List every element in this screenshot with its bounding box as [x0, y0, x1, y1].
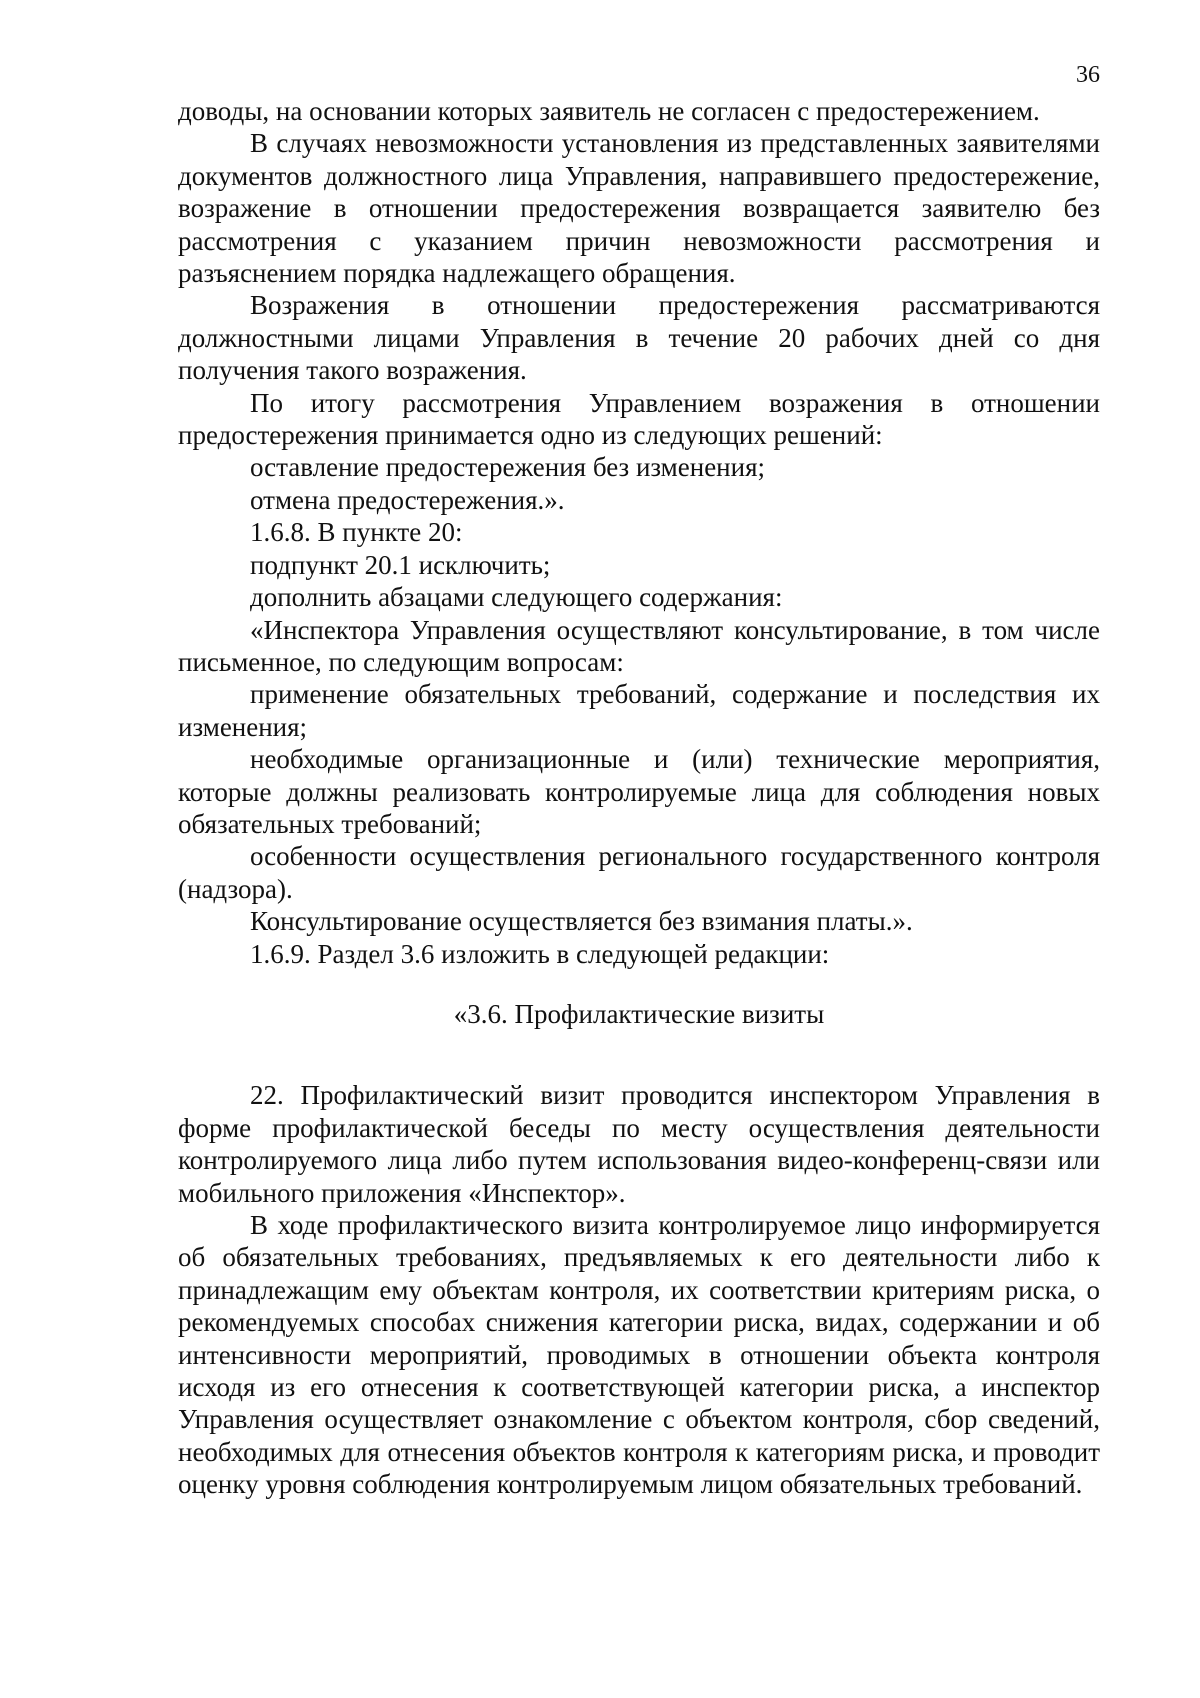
paragraph: Консультирование осуществляется без взимания платы.».	[250, 906, 913, 937]
document-body	[178, 95, 1100, 1501]
paragraph: применение обязательных требований, содержание и последствия их изменения;	[178, 679, 1100, 742]
paragraph: необходимые организационные и (или) технические мероприятия, которые должны реализовать контролируемые лица для соблюдения новых обязательных требований;	[178, 744, 1100, 839]
paragraph: отмена предостережения.».	[250, 484, 565, 515]
paragraph: 1.6.8. В пункте 20:	[250, 517, 463, 548]
paragraph: дополнить абзацами следующего содержания:	[250, 582, 783, 613]
page-number: 36	[1076, 62, 1100, 88]
paragraph: Возражения в отношении предостережения рассматриваются должностными лицами Управления в течение 20 рабочих дней со дня получения такого возражения.	[178, 290, 1100, 386]
paragraph: В ходе профилактического визита контролируемое лицо информируется об обязательных требованиях, предъявляемых к его деятельности либо к принадлежащим ему объектам контроля, их соответствии критериям риска, о рекомендуемых способах снижения категории риска, видах, содержании и об интенсивности мероприятий, проводимых в отношении объекта контроля исходя из его отнесения к соответствующей категории риска, а инспектор Управления осуществляет ознакомление с объектом контроля, сбор сведений, необходимых для отнесения объектов контроля к категориям риска, и проводит оценку уровня соблюдения контролируемым лицом обязательных требований.	[178, 1210, 1100, 1500]
section-heading: «3.6. Профилактические визиты	[453, 998, 825, 1029]
paragraph: особенности осуществления регионального государственного контроля (надзора).	[178, 841, 1100, 904]
paragraph: В случаях невозможности установления из представленных заявителями документов должностного лица Управления, направившего предостережение, возражение в отношении предостережения возвращается заявителю без рассмотрения с указанием причин невозможности рассмотрения и разъяснением порядка надлежащего обращения.	[178, 128, 1100, 289]
paragraph: оставление предостережения без изменения;	[250, 452, 766, 483]
paragraph: По итогу рассмотрения Управлением возражения в отношении предостережения принимается одно из следующих решений:	[178, 387, 1100, 451]
paragraph: подпункт 20.1 исключить;	[250, 549, 551, 580]
paragraph: 1.6.9. Раздел 3.6 изложить в следующей редакции:	[250, 938, 830, 969]
paragraph: «Инспектора Управления осуществляют консультирование, в том числе письменное, по следующим вопросам:	[178, 614, 1100, 677]
paragraph: доводы, на основании которых заявитель не согласен с предостережением.	[178, 96, 1040, 126]
paragraph: 22. Профилактический визит проводится инспектором Управления в форме профилактической беседы по месту осуществления деятельности контролируемого лица либо путем использования видео-конференц-связи или мобильного приложения «Инспектор».	[178, 1080, 1100, 1208]
